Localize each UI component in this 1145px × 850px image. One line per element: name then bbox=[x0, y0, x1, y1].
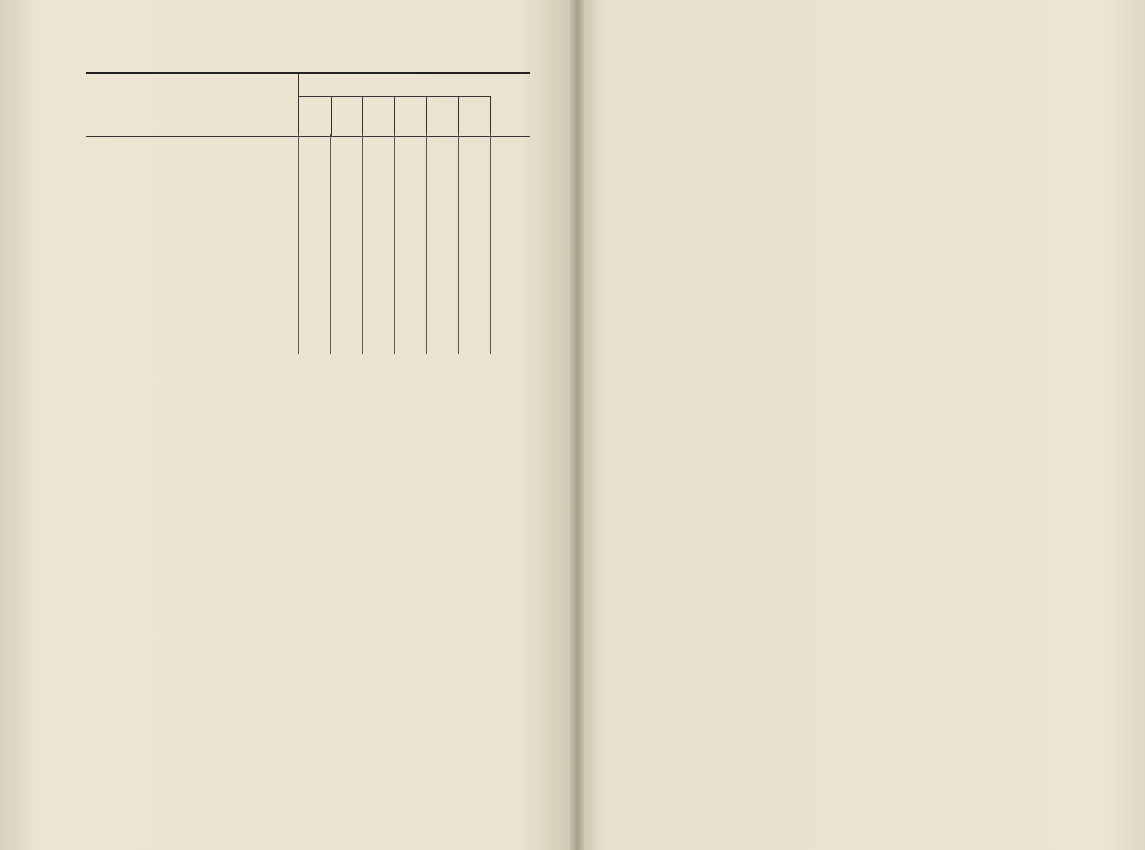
column-rule bbox=[394, 134, 395, 354]
column-rule bbox=[298, 134, 299, 354]
column-rule bbox=[458, 134, 459, 354]
header-sizes bbox=[298, 74, 490, 136]
right-page bbox=[576, 0, 1145, 850]
header-difference bbox=[494, 74, 530, 136]
column-rule bbox=[426, 134, 427, 354]
header-size-5 bbox=[458, 96, 491, 136]
header-size-0 bbox=[298, 96, 332, 136]
column-rule bbox=[362, 134, 363, 354]
header-size-2 bbox=[362, 96, 395, 136]
column-rule bbox=[490, 134, 491, 354]
header-size-4 bbox=[426, 96, 459, 136]
table-header bbox=[86, 72, 530, 137]
book-gutter bbox=[570, 0, 584, 850]
header-size-1 bbox=[330, 96, 363, 136]
header-size-3 bbox=[394, 96, 427, 136]
column-rule bbox=[330, 134, 331, 354]
table-row bbox=[80, 142, 560, 156]
header-designations bbox=[86, 74, 299, 136]
header-sizes-title bbox=[298, 74, 490, 97]
